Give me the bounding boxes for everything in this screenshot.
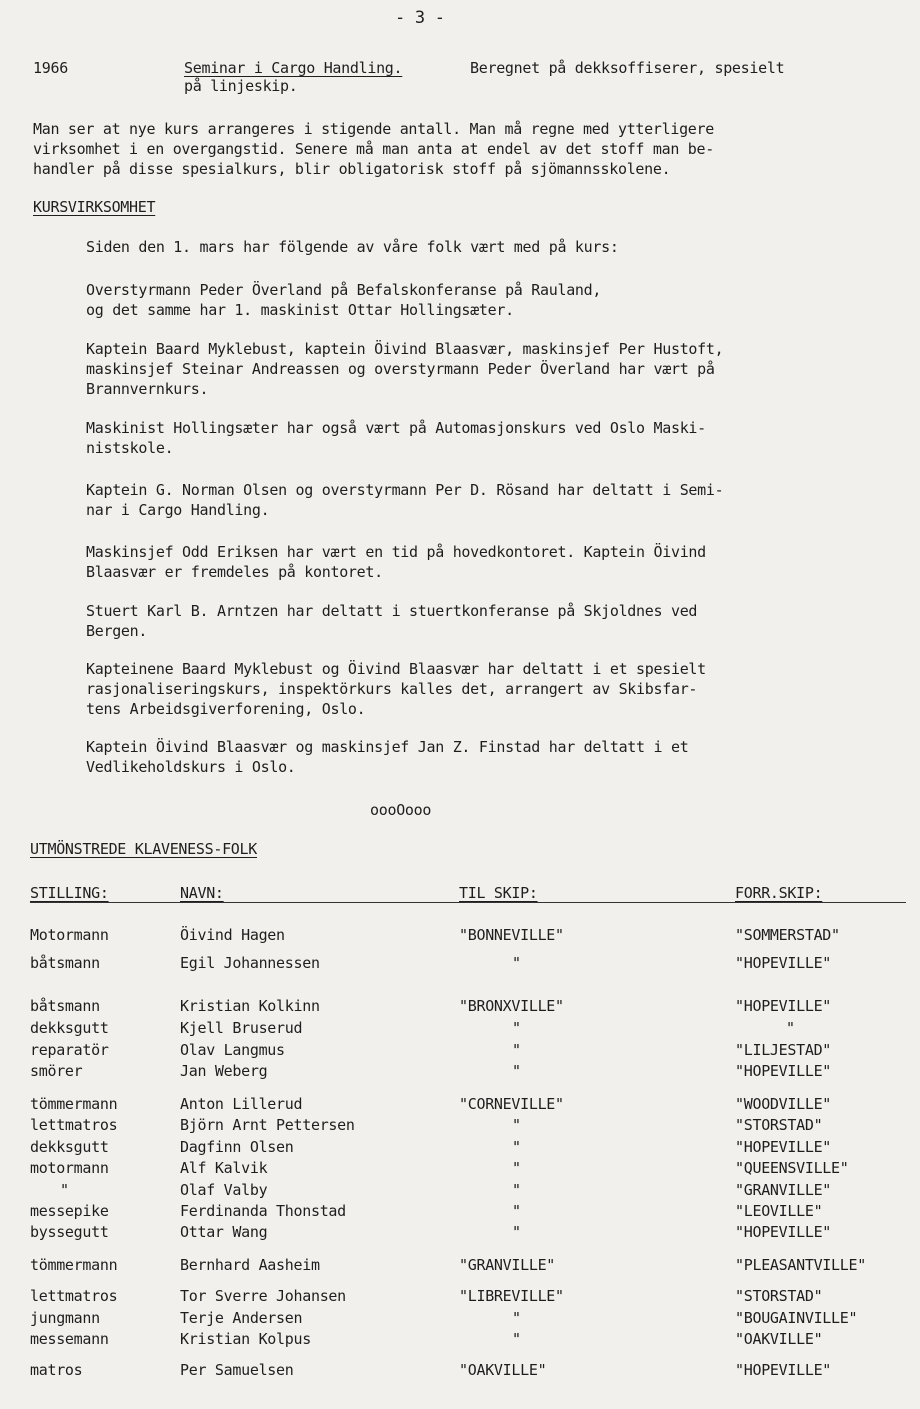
cell-til-skip: "	[512, 1159, 521, 1177]
paragraph-line: Vedlikeholdskurs i Oslo.	[86, 758, 296, 776]
cell-stilling: tömmermann	[30, 1256, 118, 1274]
section-heading-kursvirksomhet: KURSVIRKSOMHET	[33, 198, 156, 216]
cell-til-skip: "	[512, 1138, 521, 1156]
paragraph-line: Stuert Karl B. Arntzen har deltatt i stuertkonferanse på Skjoldnes ved	[86, 602, 698, 620]
cell-forr-skip: "SOMMERSTAD"	[735, 926, 840, 944]
cell-navn: Kjell Bruserud	[180, 1019, 303, 1037]
paragraph-line: nistskole.	[86, 439, 174, 457]
paragraph-line: tens Arbeidsgiverforening, Oslo.	[86, 700, 366, 718]
page-number: - 3 -	[395, 8, 445, 28]
intro-paragraph	[33, 119, 714, 179]
cell-til-skip: "	[512, 1062, 521, 1080]
cell-forr-skip: "HOPEVILLE"	[735, 1062, 832, 1080]
cell-stilling: Motormann	[30, 926, 109, 944]
cell-stilling: båtsmann	[30, 997, 100, 1015]
course-description-line-1: Beregnet på dekksoffiserer, spesielt	[470, 59, 785, 77]
cell-til-skip: "LIBREVILLE"	[459, 1287, 564, 1305]
kurs-paragraph	[86, 737, 688, 777]
cell-stilling: lettmatros	[30, 1287, 118, 1305]
kurs-paragraph	[86, 480, 723, 520]
cell-navn: Tor Sverre Johansen	[180, 1287, 346, 1305]
cell-stilling: lettmatros	[30, 1116, 118, 1134]
cell-til-skip: "BONNEVILLE"	[459, 926, 564, 944]
cell-forr-skip: "	[786, 1019, 795, 1037]
cell-til-skip: "	[512, 1223, 521, 1241]
paragraph-line: maskinsjef Steinar Andreassen og overstyrmann Peder Överland har vært på	[86, 360, 715, 378]
cell-til-skip: "	[512, 1181, 521, 1199]
paragraph-line: Kapteinene Baard Myklebust og Öivind Blaasvær har deltatt i et spesielt	[86, 660, 706, 678]
kurs-paragraph	[86, 280, 601, 320]
cell-stilling: jungmann	[30, 1309, 100, 1327]
cell-til-skip: "BRONXVILLE"	[459, 997, 564, 1015]
paragraph-line: Maskinist Hollingsæter har også vært på Automasjonskurs ved Oslo Maski-	[86, 419, 706, 437]
paragraph-line: og det samme har 1. maskinist Ottar Hollingsæter.	[86, 301, 514, 319]
cell-til-skip: "	[512, 1116, 521, 1134]
course-title: Seminar i Cargo Handling.	[184, 59, 403, 77]
cell-til-skip: "	[512, 1019, 521, 1037]
cell-navn: Bernhard Aasheim	[180, 1256, 320, 1274]
paragraph-line: Man ser at nye kurs arrangeres i stigende antall. Man må regne med ytterligere	[33, 120, 715, 138]
cell-til-skip: "	[512, 1202, 521, 1220]
cell-forr-skip: "HOPEVILLE"	[735, 954, 832, 972]
cell-til-skip: "OAKVILLE"	[459, 1361, 547, 1379]
cell-navn: Olav Langmus	[180, 1041, 285, 1059]
paragraph-line: Siden den 1. mars har fölgende av våre folk vært med på kurs:	[86, 238, 619, 256]
cell-forr-skip: "HOPEVILLE"	[735, 1138, 832, 1156]
cell-navn: Kristian Kolpus	[180, 1330, 311, 1348]
cell-forr-skip: "STORSTAD"	[735, 1287, 823, 1305]
paragraph-line: Kaptein G. Norman Olsen og overstyrmann Per D. Rösand har deltatt i Semi-	[86, 481, 724, 499]
cell-forr-skip: "GRANVILLE"	[735, 1181, 832, 1199]
cell-stilling: byssegutt	[30, 1223, 109, 1241]
kurs-paragraph	[86, 659, 706, 719]
paragraph-line: Maskinsjef Odd Eriksen har vært en tid på hovedkontoret. Kaptein Öivind	[86, 543, 706, 561]
paragraph-line: handler på disse spesialkurs, blir obligatorisk stoff på sjömannsskolene.	[33, 160, 671, 178]
cell-til-skip: "GRANVILLE"	[459, 1256, 556, 1274]
cell-navn: Kristian Kolkinn	[180, 997, 320, 1015]
cell-navn: Alf Kalvik	[180, 1159, 268, 1177]
cell-stilling: motormann	[30, 1159, 109, 1177]
column-header-stilling: STILLING:	[30, 884, 109, 902]
cell-forr-skip: "HOPEVILLE"	[735, 1223, 832, 1241]
cell-til-skip: "	[512, 1309, 521, 1327]
cell-stilling: båtsmann	[30, 954, 100, 972]
cell-forr-skip: "STORSTAD"	[735, 1116, 823, 1134]
cell-til-skip: "	[512, 1330, 521, 1348]
cell-navn: Egil Johannessen	[180, 954, 320, 972]
paragraph-line: virksomhet i en overgangstid. Senere må man anta at endel av det stoff man be-	[33, 140, 715, 158]
cell-navn: Anton Lillerud	[180, 1095, 303, 1113]
section-separator: oooOooo	[370, 801, 432, 819]
cell-stilling: smörer	[30, 1062, 83, 1080]
column-header-navn: NAVN:	[180, 884, 224, 902]
cell-forr-skip: "PLEASANTVILLE"	[735, 1256, 866, 1274]
kurs-paragraph	[86, 601, 697, 641]
cell-navn: Dagfinn Olsen	[180, 1138, 294, 1156]
cell-forr-skip: "BOUGAINVILLE"	[735, 1309, 858, 1327]
cell-forr-skip: "HOPEVILLE"	[735, 997, 832, 1015]
cell-stilling: dekksgutt	[30, 1138, 109, 1156]
cell-forr-skip: "WOODVILLE"	[735, 1095, 832, 1113]
cell-stilling: messepike	[30, 1202, 109, 1220]
paragraph-line: Bergen.	[86, 622, 148, 640]
kurs-paragraph	[86, 542, 706, 582]
cell-stilling: reparatör	[30, 1041, 109, 1059]
course-year: 1966	[33, 59, 68, 77]
paragraph-line: Blaasvær er fremdeles på kontoret.	[86, 563, 383, 581]
cell-stilling: matros	[30, 1361, 83, 1379]
cell-navn: Björn Arnt Pettersen	[180, 1116, 355, 1134]
cell-til-skip: "	[512, 1041, 521, 1059]
section-heading-crew: UTMÖNSTREDE KLAVENESS-FOLK	[30, 840, 258, 858]
paragraph-line: Brannvernkurs.	[86, 380, 209, 398]
cell-stilling: dekksgutt	[30, 1019, 109, 1037]
cell-forr-skip: "QUEENSVILLE"	[735, 1159, 849, 1177]
cell-forr-skip: "OAKVILLE"	[735, 1330, 823, 1348]
column-header-forr-skip: FORR.SKIP:	[735, 884, 823, 902]
cell-forr-skip: "LEOVILLE"	[735, 1202, 823, 1220]
cell-til-skip: "	[512, 954, 521, 972]
cell-navn: Jan Weberg	[180, 1062, 268, 1080]
paragraph-line: rasjonaliseringskurs, inspektörkurs kalles det, arrangert av Skibsfar-	[86, 680, 698, 698]
paragraph-line: Kaptein Öivind Blaasvær og maskinsjef Jan Z. Finstad har deltatt i et	[86, 738, 689, 756]
paragraph-line: nar i Cargo Handling.	[86, 501, 270, 519]
cell-stilling: "	[60, 1181, 69, 1199]
cell-forr-skip: "HOPEVILLE"	[735, 1361, 832, 1379]
cell-navn: Öivind Hagen	[180, 926, 285, 944]
cell-navn: Olaf Valby	[180, 1181, 268, 1199]
cell-til-skip: "CORNEVILLE"	[459, 1095, 564, 1113]
table-header-rule	[30, 902, 906, 903]
paragraph-line: Overstyrmann Peder Överland på Befalskonferanse på Rauland,	[86, 281, 602, 299]
kurs-paragraph	[86, 418, 706, 458]
cell-navn: Ferdinanda Thonstad	[180, 1202, 346, 1220]
cell-navn: Ottar Wang	[180, 1223, 268, 1241]
cell-stilling: tömmermann	[30, 1095, 118, 1113]
kurs-paragraph	[86, 339, 723, 399]
kurs-paragraph	[86, 237, 619, 257]
cell-navn: Terje Andersen	[180, 1309, 303, 1327]
column-header-til-skip: TIL SKIP:	[459, 884, 538, 902]
cell-forr-skip: "LILJESTAD"	[735, 1041, 832, 1059]
cell-stilling: messemann	[30, 1330, 109, 1348]
course-description-line-2: på linjeskip.	[184, 77, 298, 95]
paragraph-line: Kaptein Baard Myklebust, kaptein Öivind Blaasvær, maskinsjef Per Hustoft,	[86, 340, 724, 358]
cell-navn: Per Samuelsen	[180, 1361, 294, 1379]
